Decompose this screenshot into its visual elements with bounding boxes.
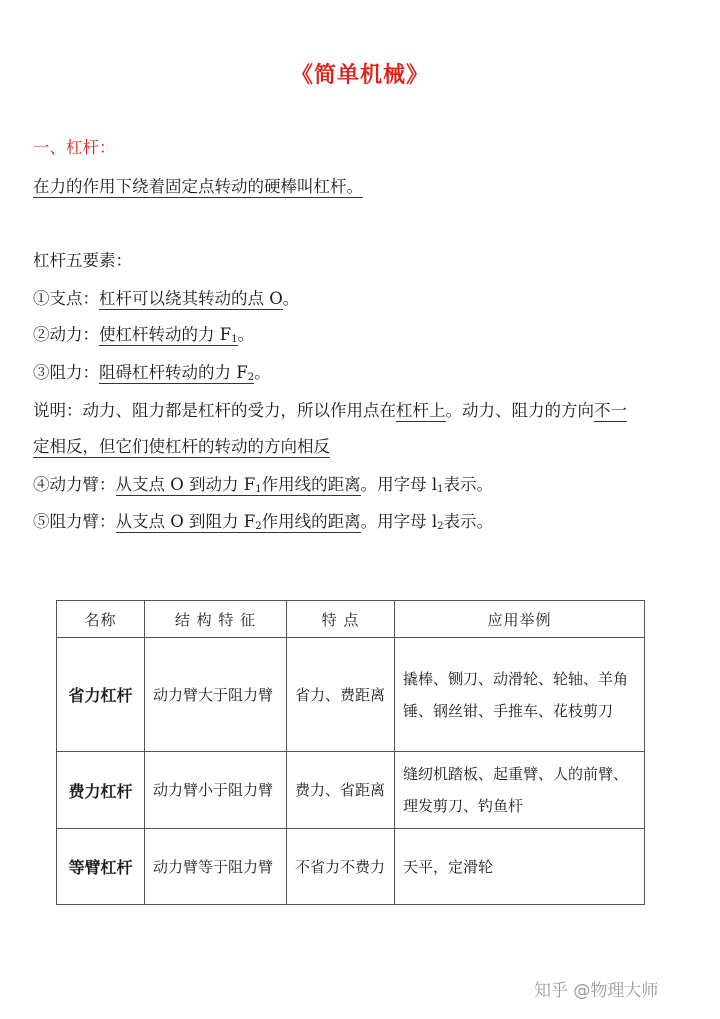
lever-types-table [56, 600, 645, 905]
watermark: 知乎 @物理大师 [534, 981, 659, 1001]
row-name: 等臂杠杆 [57, 829, 145, 905]
element-fulcrum: ①支点：杠杆可以绕其转动的点 O。 [33, 289, 300, 308]
resistance-text: 阻碍杠杆转动的力 $F_2$ [99, 363, 255, 383]
resistance-arm-text: 从支点 O 到阻力 $F_2$作用线的距离 [115, 512, 361, 532]
element-effort-arm: ④动力臂：从支点 O 到动力 $F_1$作用线的距离。用字母 $l_1$表示。 [33, 475, 493, 495]
row-examples: 天平，定滑轮 [395, 829, 645, 905]
row-examples: 缝纫机踏板、起重臂、人的前臂、理发剪刀、钓鱼杆 [395, 752, 645, 829]
row-structure: 动力臂小于阻力臂 [145, 752, 287, 829]
row-name: 省力杠杆 [57, 638, 145, 752]
header-examples: 应用举例 [395, 601, 645, 638]
element-effort: ②动力：使杠杆转动的力 $F_1$。 [33, 325, 255, 345]
effort-arm-label: ④动力臂： [33, 475, 116, 494]
row-feature: 省力、费距离 [287, 638, 395, 752]
header-name: 名称 [57, 601, 145, 638]
effort-label: ②动力： [33, 325, 99, 344]
lever-definition [33, 176, 363, 198]
resistance-arm-label: ⑤阻力臂： [33, 512, 116, 531]
note-line-2: 定相反，但它们使杠杆的转动的方向相反 [33, 437, 330, 456]
element-resistance: ③阻力：阻碍杠杆转动的力 $F_2$。 [33, 363, 271, 383]
header-structure: 结 构 特 征 [145, 601, 287, 638]
five-elements-heading: 杠杆五要素： [33, 251, 132, 270]
effort-text: 使杠杆转动的力 $F_1$ [99, 325, 238, 345]
element-resistance-arm: ⑤阻力臂：从支点 O 到阻力 $F_2$作用线的距离。用字母 $l_2$表示。 [33, 512, 493, 532]
effort-arm-text: 从支点 O 到动力 $F_1$作用线的距离 [115, 475, 361, 495]
table-row [57, 829, 645, 905]
table-header-row [57, 601, 645, 638]
row-structure: 动力臂大于阻力臂 [145, 638, 287, 752]
row-examples: 撬棒、铡刀、动滑轮、轮轴、羊角锤、钢丝钳、手推车、花枝剪刀 [395, 638, 645, 752]
section-heading-lever: 一、杠杆： [33, 138, 116, 157]
row-feature: 不省力不费力 [287, 829, 395, 905]
page-title: 《简单机械》 [290, 62, 429, 88]
table-row [57, 752, 645, 829]
row-name: 费力杠杆 [57, 752, 145, 829]
header-feature: 特 点 [287, 601, 395, 638]
note-line-1: 说明：动力、阻力都是杠杆的受力，所以作用点在杠杆上。动力、阻力的方向不一 [33, 401, 627, 420]
row-feature: 费力、省距离 [287, 752, 395, 829]
lever-definition-text: 在力的作用下绕着固定点转动的硬棒叫杠杆。 [33, 177, 363, 196]
row-structure: 动力臂等于阻力臂 [145, 829, 287, 905]
fulcrum-text: 杠杆可以绕其转动的点 O [99, 289, 283, 308]
resistance-label: ③阻力： [33, 363, 99, 382]
table-row [57, 638, 645, 752]
fulcrum-label: ①支点： [33, 289, 99, 308]
